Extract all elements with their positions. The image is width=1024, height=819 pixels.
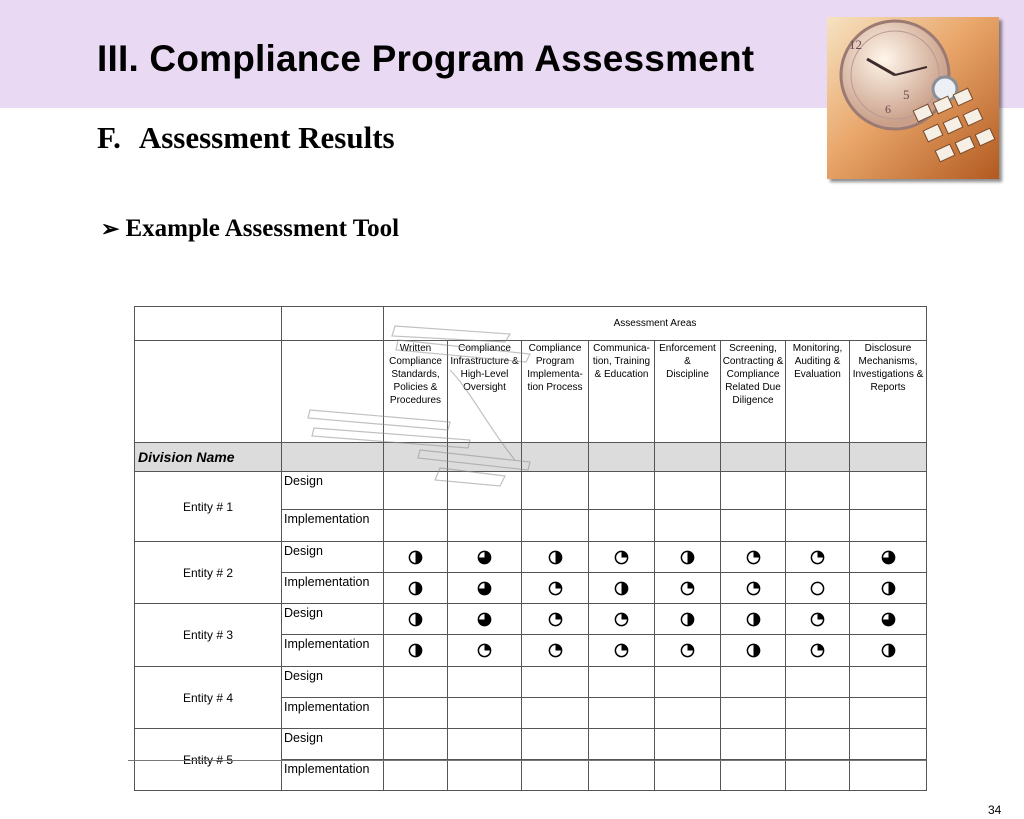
score-cell xyxy=(589,604,655,635)
area-header-line: tion Process xyxy=(527,382,583,393)
section-title: Assessment Results xyxy=(138,120,395,155)
division-cell xyxy=(655,443,721,472)
score-cell xyxy=(850,729,927,760)
score-cell xyxy=(721,604,786,635)
area-header-line: & Education xyxy=(594,369,649,380)
score-cell xyxy=(786,510,850,542)
score-cell xyxy=(721,635,786,667)
bullet-line xyxy=(101,215,399,243)
score-cell xyxy=(448,667,522,698)
division-cell xyxy=(448,443,522,472)
area-header xyxy=(786,341,850,443)
area-header-line: Auditing & xyxy=(794,356,841,367)
area-header xyxy=(655,341,721,443)
harvey-ball-icon xyxy=(408,550,423,565)
score-cell xyxy=(448,573,522,604)
area-header xyxy=(384,341,448,443)
harvey-ball-icon xyxy=(680,612,695,627)
design-label: Design xyxy=(282,604,384,635)
harvey-ball-icon xyxy=(548,581,563,596)
harvey-ball-icon xyxy=(477,643,492,658)
score-cell xyxy=(786,698,850,729)
design-label: Design xyxy=(282,729,384,760)
score-cell xyxy=(786,760,850,791)
score-cell xyxy=(384,760,448,791)
entity-name: Entity # 4 xyxy=(135,667,282,729)
svg-text:6: 6 xyxy=(885,102,891,116)
harvey-ball-icon xyxy=(810,612,825,627)
harvey-ball-icon xyxy=(746,550,761,565)
area-header-line: Program xyxy=(535,356,575,367)
harvey-ball-icon xyxy=(881,550,896,565)
division-cell xyxy=(721,443,786,472)
score-cell xyxy=(850,573,927,604)
area-header-line: Evaluation xyxy=(794,369,841,380)
implementation-label: Implementation xyxy=(282,760,384,791)
blank-cell xyxy=(135,341,282,443)
bullet-text: Example Assessment Tool xyxy=(125,215,400,242)
area-header-line: High-Level xyxy=(460,369,509,380)
score-cell xyxy=(384,472,448,510)
division-cell xyxy=(282,443,384,472)
blank-cell xyxy=(135,307,282,341)
score-cell xyxy=(786,573,850,604)
area-header-line: Related Due xyxy=(725,382,781,393)
area-header-line: Infrastructure & xyxy=(450,356,519,367)
harvey-ball-icon xyxy=(477,550,492,565)
score-cell xyxy=(850,472,927,510)
score-cell xyxy=(448,604,522,635)
score-cell xyxy=(384,729,448,760)
score-cell xyxy=(589,698,655,729)
score-cell xyxy=(384,604,448,635)
entity-3-design-row xyxy=(135,604,927,635)
design-label: Design xyxy=(282,542,384,573)
score-cell xyxy=(655,667,721,698)
score-cell xyxy=(655,472,721,510)
score-cell xyxy=(786,472,850,510)
area-header xyxy=(522,341,589,443)
area-header-line: Investigations & xyxy=(852,369,924,380)
blank-cell xyxy=(282,341,384,443)
assessment-table xyxy=(134,306,927,791)
score-cell xyxy=(522,472,589,510)
area-header-line: Reports xyxy=(870,382,906,393)
score-cell xyxy=(522,760,589,791)
score-cell xyxy=(448,472,522,510)
harvey-ball-icon xyxy=(680,643,695,658)
score-cell xyxy=(589,472,655,510)
score-cell xyxy=(448,760,522,791)
score-cell xyxy=(448,542,522,573)
harvey-ball-icon xyxy=(810,643,825,658)
implementation-label: Implementation xyxy=(282,510,384,542)
implementation-label: Implementation xyxy=(282,698,384,729)
harvey-ball-icon xyxy=(408,581,423,596)
score-cell xyxy=(384,698,448,729)
harvey-ball-icon xyxy=(548,643,563,658)
area-header-line: Mechanisms, xyxy=(858,356,918,367)
entity-4-design-row xyxy=(135,667,927,698)
score-cell xyxy=(384,635,448,667)
implementation-label: Implementation xyxy=(282,573,384,604)
division-name: Division Name xyxy=(135,443,282,472)
division-cell xyxy=(589,443,655,472)
score-cell xyxy=(721,729,786,760)
score-cell xyxy=(655,729,721,760)
harvey-ball-icon xyxy=(810,581,825,596)
harvey-ball-icon xyxy=(614,643,629,658)
score-cell xyxy=(655,698,721,729)
score-cell xyxy=(786,635,850,667)
score-cell xyxy=(850,510,927,542)
score-cell xyxy=(655,510,721,542)
score-cell xyxy=(655,573,721,604)
area-header-line: Standards, xyxy=(391,369,440,380)
score-cell xyxy=(589,760,655,791)
page-number: 34 xyxy=(988,803,1002,817)
area-header-line: Compliance xyxy=(726,369,780,380)
clock-keyboard-photo-icon xyxy=(827,17,999,179)
harvey-ball-icon xyxy=(548,550,563,565)
design-label: Design xyxy=(282,472,384,510)
division-row xyxy=(135,443,927,472)
harvey-ball-icon xyxy=(881,581,896,596)
score-cell xyxy=(589,573,655,604)
harvey-ball-icon xyxy=(746,643,761,658)
area-header-line: Implementa- xyxy=(527,369,583,380)
entity-name: Entity # 1 xyxy=(135,472,282,542)
area-header-line: Compliance xyxy=(528,343,582,354)
score-cell xyxy=(786,667,850,698)
score-cell xyxy=(850,635,927,667)
harvey-ball-icon xyxy=(477,581,492,596)
score-cell xyxy=(721,510,786,542)
score-cell xyxy=(850,542,927,573)
score-cell xyxy=(721,760,786,791)
score-cell xyxy=(522,667,589,698)
score-cell xyxy=(850,760,927,791)
area-header-line: Discipline xyxy=(666,369,709,380)
table-bottom-rule xyxy=(128,760,926,761)
entity-name: Entity # 2 xyxy=(135,542,282,604)
score-cell xyxy=(655,542,721,573)
entity-name: Entity # 5 xyxy=(135,729,282,791)
score-cell xyxy=(448,729,522,760)
arrow-bullet-icon: ➢ xyxy=(101,216,120,241)
harvey-ball-icon xyxy=(408,612,423,627)
area-header-line: Oversight xyxy=(463,382,506,393)
design-label: Design xyxy=(282,667,384,698)
area-header xyxy=(850,341,927,443)
division-cell xyxy=(384,443,448,472)
score-cell xyxy=(786,542,850,573)
score-cell xyxy=(786,729,850,760)
harvey-ball-icon xyxy=(614,550,629,565)
area-header xyxy=(721,341,786,443)
score-cell xyxy=(721,472,786,510)
score-cell xyxy=(721,667,786,698)
score-cell xyxy=(786,604,850,635)
score-cell xyxy=(522,573,589,604)
harvey-ball-icon xyxy=(881,612,896,627)
entity-1-design-row xyxy=(135,472,927,510)
score-cell xyxy=(589,542,655,573)
score-cell xyxy=(721,542,786,573)
blank-cell xyxy=(282,307,384,341)
harvey-ball-icon xyxy=(680,581,695,596)
area-header-line: Enforcement & xyxy=(659,343,716,367)
score-cell xyxy=(850,698,927,729)
harvey-ball-icon xyxy=(810,550,825,565)
score-cell xyxy=(522,635,589,667)
division-cell xyxy=(786,443,850,472)
score-cell xyxy=(384,573,448,604)
area-header-line: Written xyxy=(399,343,432,354)
area-header-line: Policies & xyxy=(393,382,438,393)
harvey-ball-icon xyxy=(881,643,896,658)
area-header-line: Compliance xyxy=(389,356,442,367)
entity-name: Entity # 3 xyxy=(135,604,282,667)
harvey-ball-icon xyxy=(680,550,695,565)
harvey-ball-icon xyxy=(614,581,629,596)
svg-text:12: 12 xyxy=(849,37,862,52)
assessment-areas-title: Assessment Areas xyxy=(384,307,927,341)
score-cell xyxy=(589,729,655,760)
score-cell xyxy=(522,729,589,760)
harvey-ball-icon xyxy=(477,612,492,627)
implementation-label: Implementation xyxy=(282,635,384,667)
score-cell xyxy=(522,542,589,573)
area-header-line: Monitoring, xyxy=(792,343,843,354)
score-cell xyxy=(448,635,522,667)
area-header xyxy=(448,341,522,443)
section-heading xyxy=(97,120,395,156)
score-cell xyxy=(589,667,655,698)
area-header-line: Procedures xyxy=(389,395,442,406)
score-cell xyxy=(384,510,448,542)
score-cell xyxy=(589,635,655,667)
area-header-line: Screening, xyxy=(729,343,777,354)
area-header-row xyxy=(135,341,927,443)
score-cell xyxy=(655,635,721,667)
score-cell xyxy=(655,604,721,635)
score-cell xyxy=(448,698,522,729)
score-cell xyxy=(721,573,786,604)
score-cell xyxy=(655,760,721,791)
score-cell xyxy=(721,698,786,729)
division-cell xyxy=(522,443,589,472)
score-cell xyxy=(850,667,927,698)
area-header-line: Communica- xyxy=(593,343,650,354)
division-cell xyxy=(850,443,927,472)
area-header-line: Compliance xyxy=(458,343,511,354)
area-header-line: Contracting & xyxy=(722,356,784,367)
score-cell xyxy=(448,510,522,542)
score-cell xyxy=(589,510,655,542)
areas-title-row xyxy=(135,307,927,341)
score-cell xyxy=(384,667,448,698)
score-cell xyxy=(522,604,589,635)
entity-2-design-row xyxy=(135,542,927,573)
section-letter: F. xyxy=(97,120,121,155)
area-header-line: Disclosure xyxy=(864,343,912,354)
svg-text:5: 5 xyxy=(903,87,910,102)
area-header-line: Diligence xyxy=(732,395,774,406)
harvey-ball-icon xyxy=(746,581,761,596)
area-header xyxy=(589,341,655,443)
harvey-ball-icon xyxy=(548,612,563,627)
harvey-ball-icon xyxy=(408,643,423,658)
score-cell xyxy=(384,542,448,573)
harvey-ball-icon xyxy=(746,612,761,627)
entity-5-design-row xyxy=(135,729,927,760)
score-cell xyxy=(522,510,589,542)
score-cell xyxy=(850,604,927,635)
harvey-ball-icon xyxy=(614,612,629,627)
slide-title: III. Compliance Program Assessment xyxy=(97,38,755,79)
score-cell xyxy=(522,698,589,729)
area-header-line: tion, Training xyxy=(592,356,651,367)
